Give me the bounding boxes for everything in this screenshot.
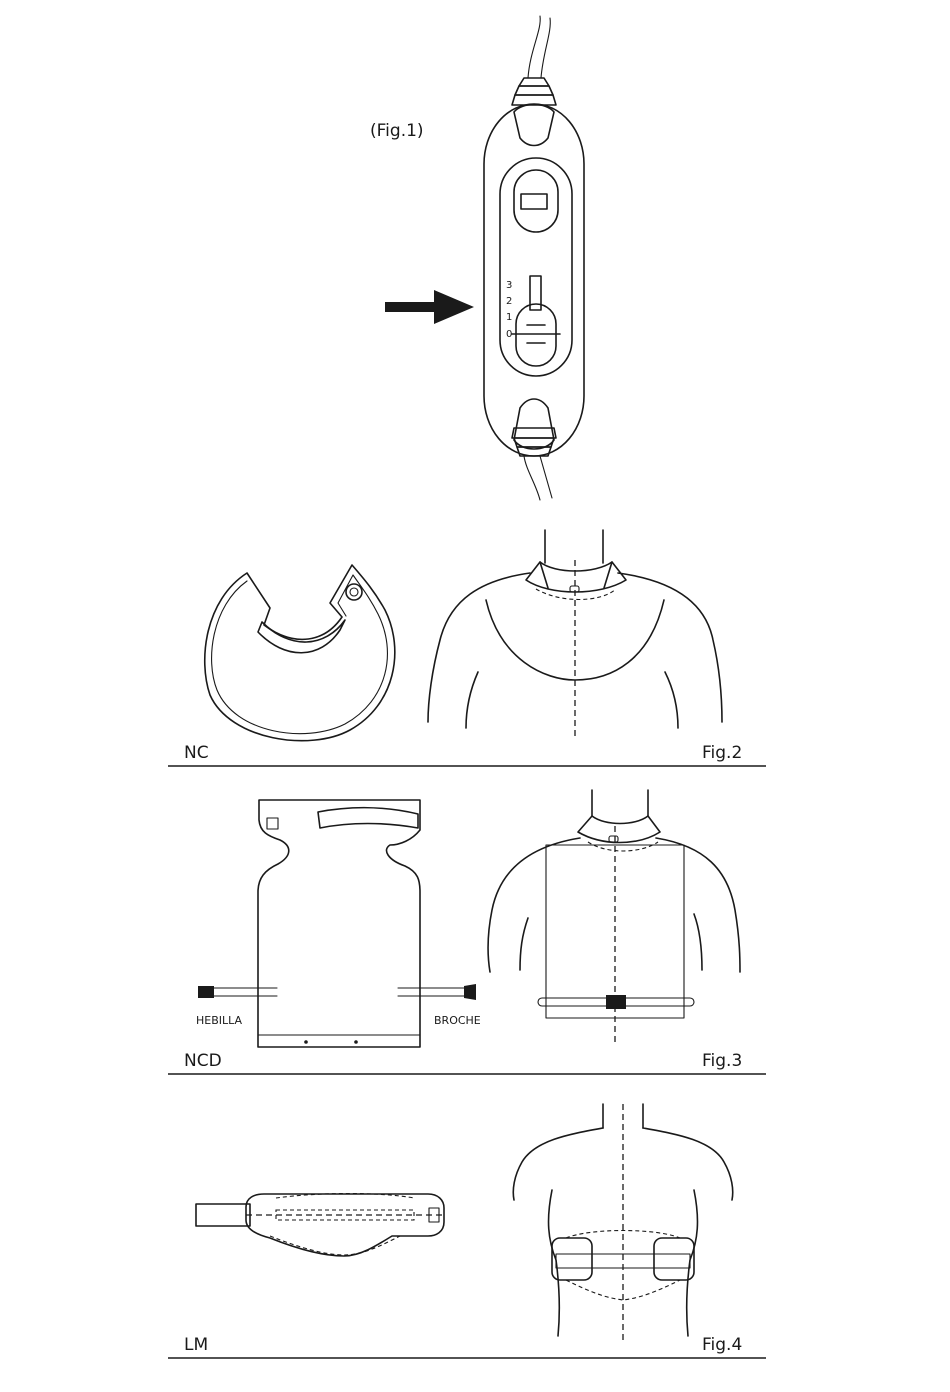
right-shoulder [618, 573, 722, 722]
neck-wrap [578, 816, 660, 843]
neck-pad-collar [258, 620, 345, 653]
neck-strap [318, 808, 418, 828]
fig4-label: Fig.4 [702, 1335, 743, 1355]
scale-0: 0 [506, 329, 513, 340]
fig3-body [488, 790, 740, 1044]
fig1-controller [370, 16, 584, 500]
broche-label: BROCHE [434, 1014, 481, 1027]
buckle-icon [198, 986, 214, 998]
arrow-icon [385, 290, 474, 324]
back-pad-outline [258, 800, 420, 1047]
fig3-label: Fig.3 [702, 1051, 743, 1071]
belt-buckle-icon [606, 995, 626, 1009]
connector-icon [346, 584, 362, 600]
fig1-label: (Fig.1) [370, 121, 424, 141]
strain-relief-bottom [512, 428, 556, 456]
fig2-label: Fig.2 [702, 743, 743, 763]
left-shoulder [513, 1128, 603, 1200]
fig4-body [513, 1104, 732, 1340]
fig2-neck-pad [205, 565, 395, 741]
fig2-body [428, 530, 722, 738]
cable-top-right [541, 18, 550, 78]
scale-2: 2 [506, 296, 513, 307]
fig4-pad [196, 1194, 444, 1257]
cable-bottom-left [524, 456, 540, 500]
hebilla-label: HEBILLA [196, 1014, 243, 1027]
fig4-code: LM [184, 1335, 209, 1355]
fig3-code: NCD [184, 1051, 222, 1071]
top-cap [514, 105, 554, 146]
display-icon [521, 194, 547, 209]
pad-tag [267, 818, 278, 829]
cable-bottom-right [540, 456, 552, 498]
belt-right [398, 988, 468, 996]
fig2-code: NC [184, 743, 209, 763]
left-shoulder [428, 573, 530, 722]
controller-body [484, 104, 584, 456]
slider-knob [516, 304, 556, 366]
cable-top-left [528, 16, 540, 78]
strain-relief-top [512, 78, 556, 105]
clasp-icon [464, 984, 476, 1000]
lumbar-strap [196, 1204, 250, 1226]
right-shoulder [643, 1128, 733, 1200]
scale-3: 3 [506, 280, 513, 291]
right-shoulder [656, 838, 740, 972]
scale-1: 1 [506, 312, 513, 323]
bottom-cap [514, 399, 554, 449]
lumbar-pad-outline [246, 1194, 444, 1256]
left-shoulder [488, 838, 580, 972]
fig3-pad [196, 800, 481, 1047]
